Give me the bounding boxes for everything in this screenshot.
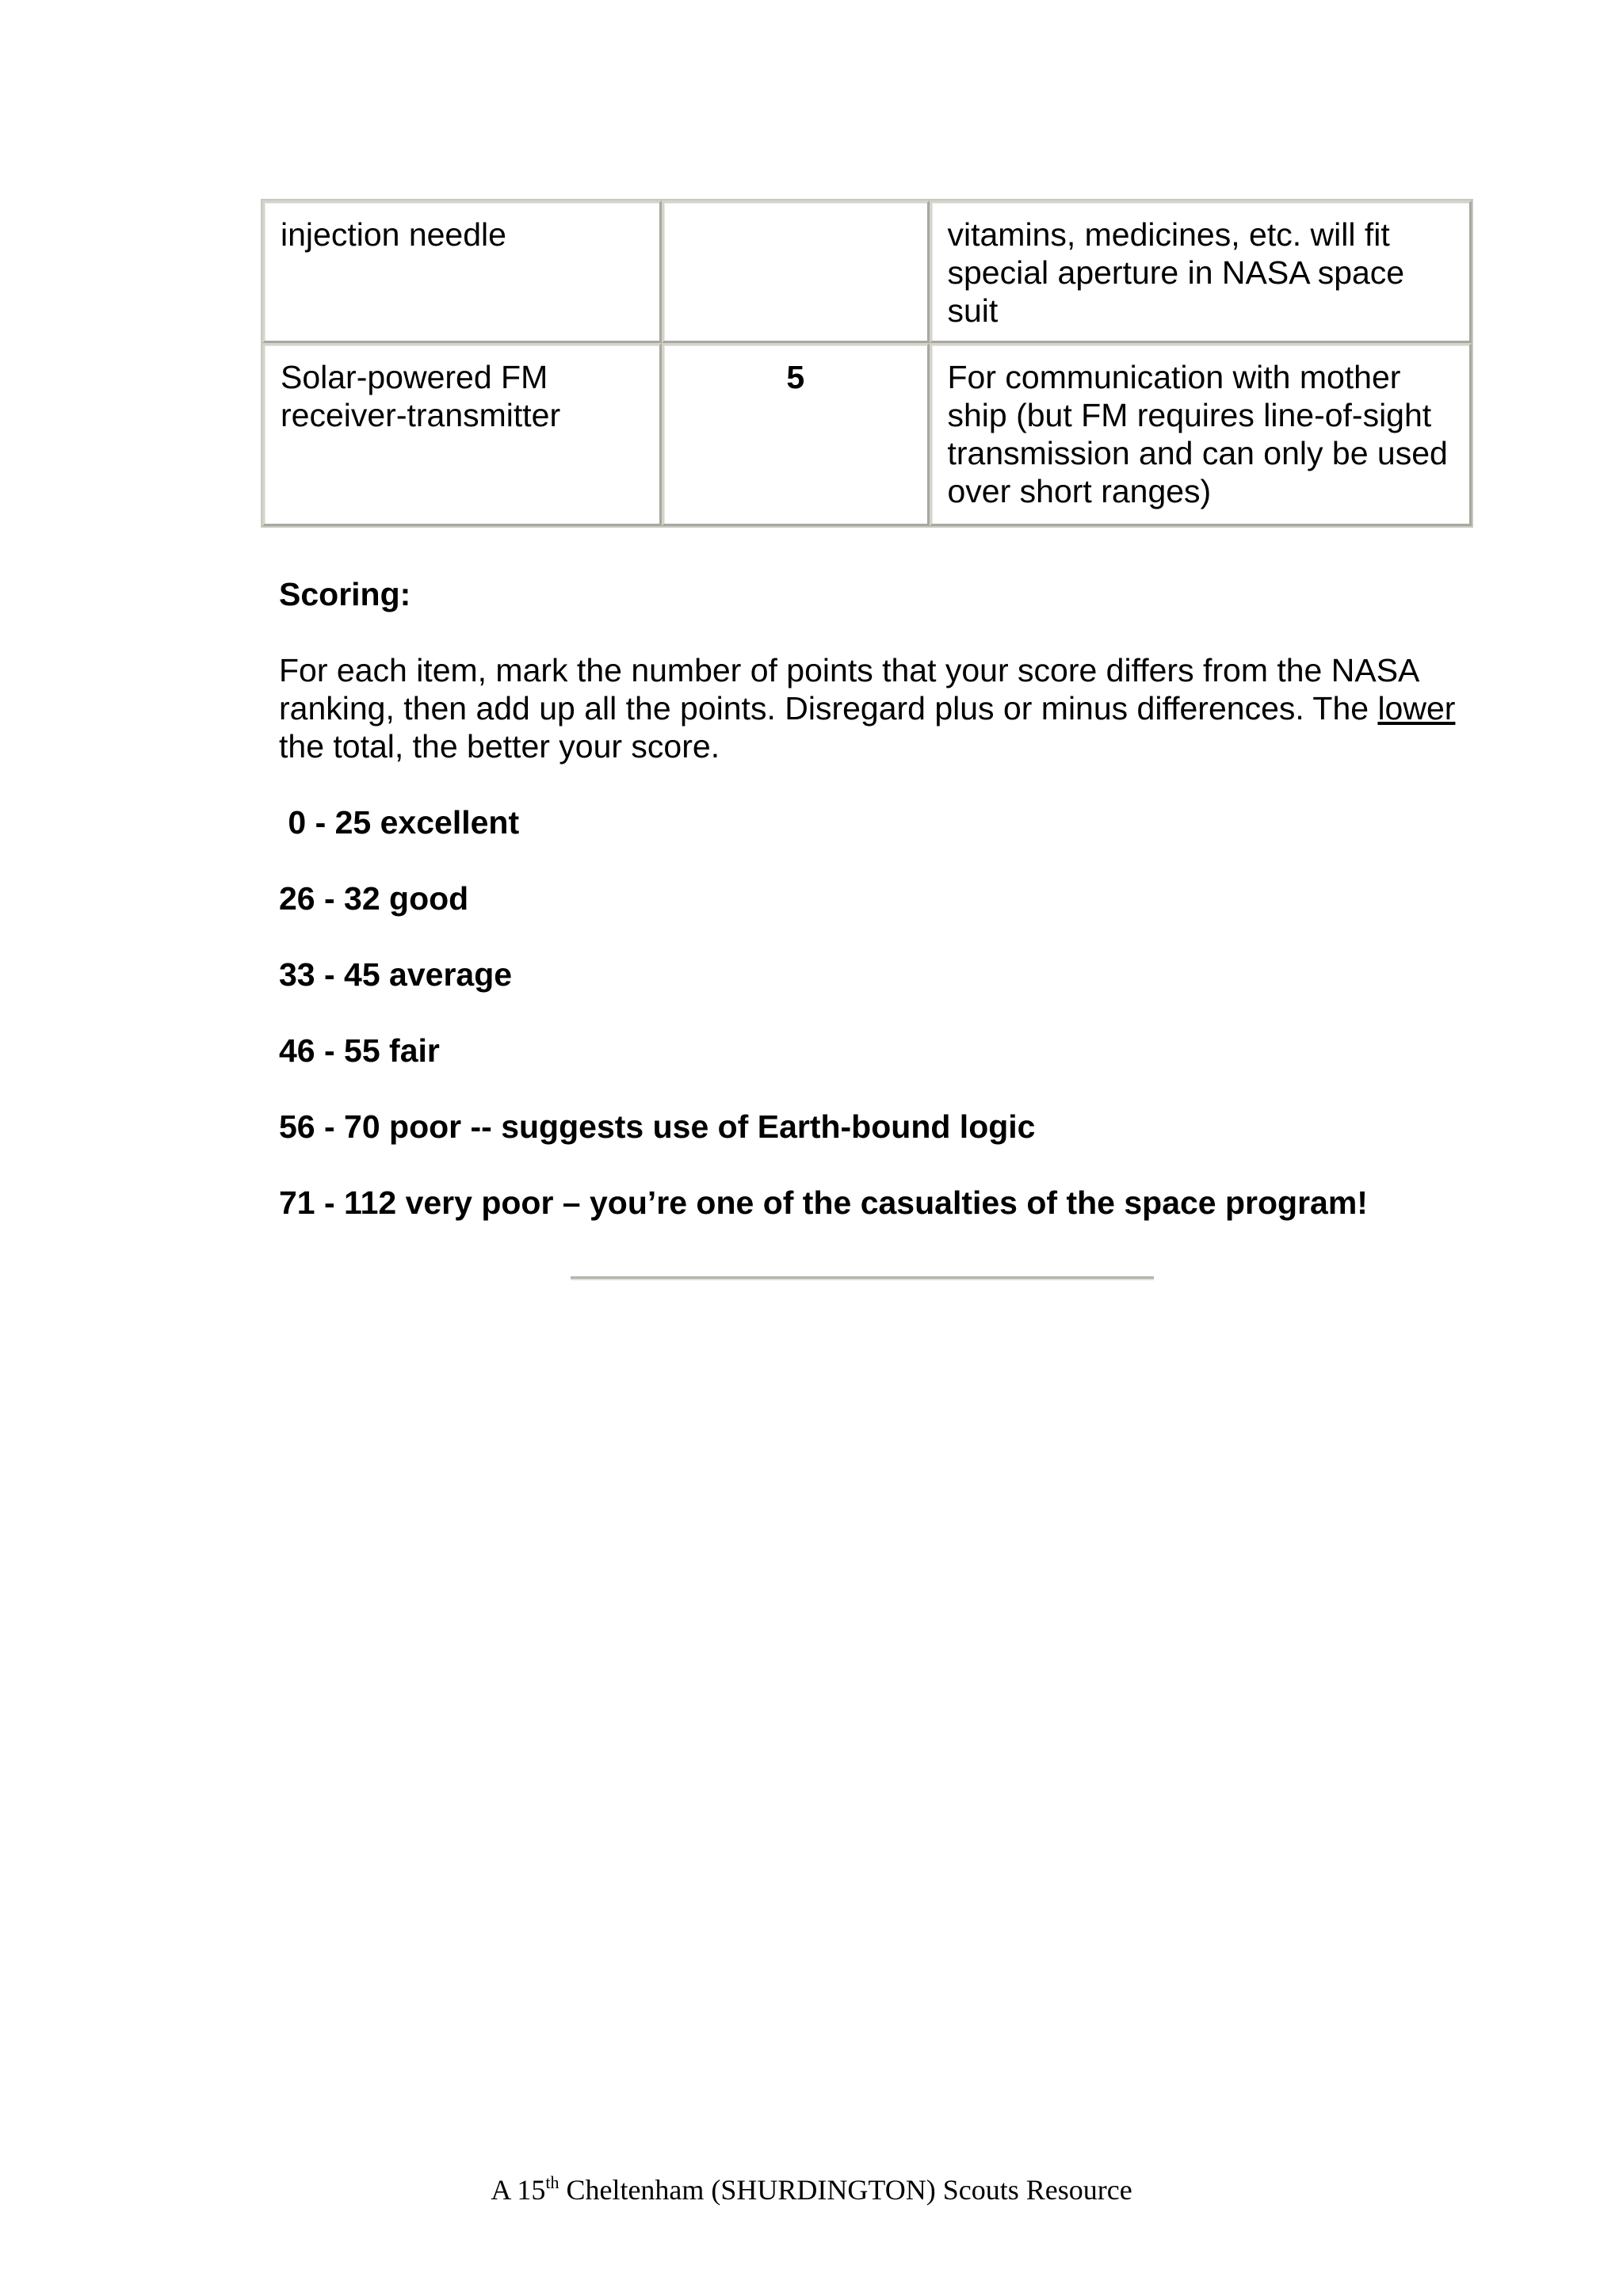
instructions-underlined: lower <box>1377 690 1456 727</box>
scoring-instructions <box>279 651 1468 765</box>
footer-prefix: A 15 <box>491 2174 546 2206</box>
footer-superscript: th <box>545 2172 559 2192</box>
score-range-poor: 56 - 70 poor -- suggests use of Earth-bound logic <box>279 1108 1036 1145</box>
survival-items-table <box>261 199 1473 528</box>
table-row <box>262 200 1472 343</box>
score-range-fair: 46 - 55 fair <box>279 1032 440 1069</box>
horizontal-rule <box>571 1276 1154 1280</box>
item-cell: Solar-powered FM receiver-transmitter <box>262 343 662 526</box>
reason-cell: vitamins, medicines, etc. will fit special aperture in NASA space suit <box>930 200 1472 343</box>
reason-cell: For communication with mother ship (but FM requires line-of-sight transmission and can only be used over short ranges) <box>930 343 1472 526</box>
score-range-good: 26 - 32 good <box>279 880 469 917</box>
instructions-text-end: the total, the better your score. <box>279 728 720 765</box>
footer-suffix: Cheltenham (SHURDINGTON) Scouts Resource <box>559 2174 1132 2206</box>
table-row <box>262 343 1472 526</box>
item-cell: injection needle <box>262 200 662 343</box>
page-footer <box>0 2172 1623 2207</box>
rank-cell <box>662 200 929 343</box>
score-range-average: 33 - 45 average <box>279 956 513 993</box>
instructions-text: For each item, mark the number of points that your score differs from the NASA ranking, then add up all the points. Disregard plus or minus differences. The <box>279 652 1419 727</box>
rank-cell: 5 <box>662 343 929 526</box>
score-range-very-poor: 71 - 112 very poor – you’re one of the casualties of the space program! <box>279 1184 1368 1221</box>
score-range-excellent: 0 - 25 excellent <box>279 804 520 841</box>
scoring-heading: Scoring: <box>279 576 411 612</box>
